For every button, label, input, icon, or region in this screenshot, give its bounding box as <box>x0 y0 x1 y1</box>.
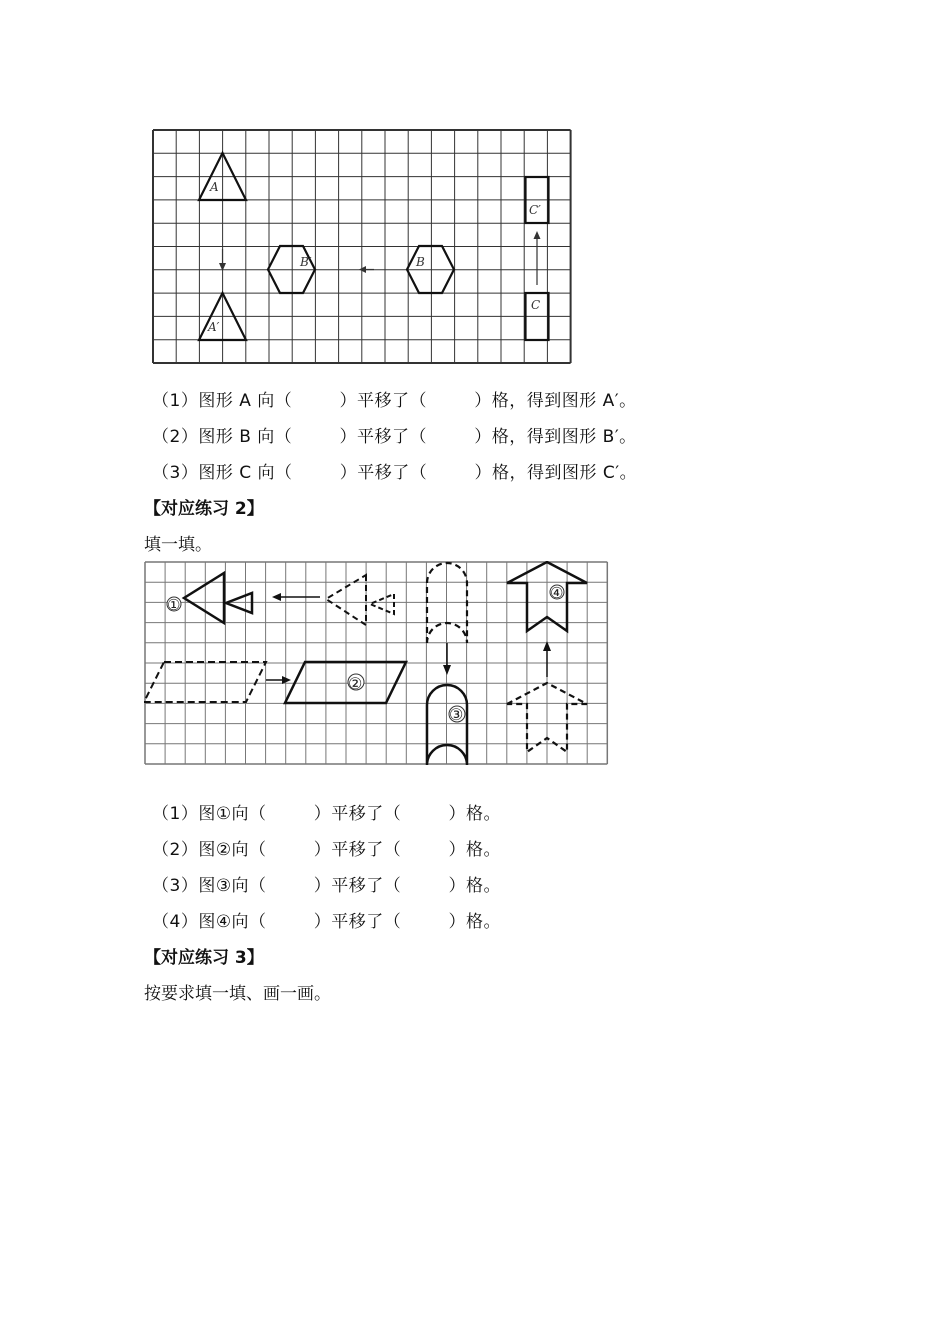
arrowhead-b <box>359 266 366 273</box>
exercise2-question-1: （1）图①向（ ）平移了（ ）格。 <box>152 804 502 824</box>
label-a-prime: A′ <box>208 320 220 334</box>
exercise1-question-3: （3）图形 C 向（ ）平移了（ ）格，得到图形 C′。 <box>152 463 638 483</box>
exercise3-instruction: 按要求填一填、画一画。 <box>144 984 331 1004</box>
translation-grid-figure-1 <box>152 129 572 365</box>
label-4: ④ <box>550 584 564 602</box>
label-a: A <box>210 180 219 194</box>
label-1: ① <box>167 596 181 614</box>
exercise1-question-1: （1）图形 A 向（ ）平移了（ ）格，得到图形 A′。 <box>152 391 637 411</box>
label-b-prime: B′ <box>300 255 312 269</box>
label-2: ② <box>348 674 363 693</box>
exercise2-heading: 【对应练习 2】 <box>144 499 264 519</box>
exercise1-question-2: （2）图形 B 向（ ）平移了（ ）格，得到图形 B′。 <box>152 427 637 447</box>
exercise2-instruction: 填一填。 <box>144 535 212 555</box>
label-c: C <box>531 298 541 312</box>
label-b: B <box>416 255 425 269</box>
label-3: ③ <box>449 705 464 724</box>
shape-1-small-triangle <box>226 593 252 613</box>
exercise2-question-2: （2）图②向（ ）平移了（ ）格。 <box>152 840 502 860</box>
arrowhead-c <box>534 231 541 239</box>
arrowhead-3 <box>443 665 451 675</box>
shape-1-original-small <box>370 594 394 614</box>
label-c-prime: C′ <box>529 203 541 217</box>
exercise2-question-3: （3）图③向（ ）平移了（ ）格。 <box>152 876 502 896</box>
exercise2-question-4: （4）图④向（ ）平移了（ ）格。 <box>152 912 502 932</box>
shape-1-large-triangle <box>184 573 224 623</box>
arrowhead-1 <box>272 593 281 601</box>
exercise3-heading: 【对应练习 3】 <box>144 948 264 968</box>
translation-grid-figure-2 <box>144 561 609 766</box>
